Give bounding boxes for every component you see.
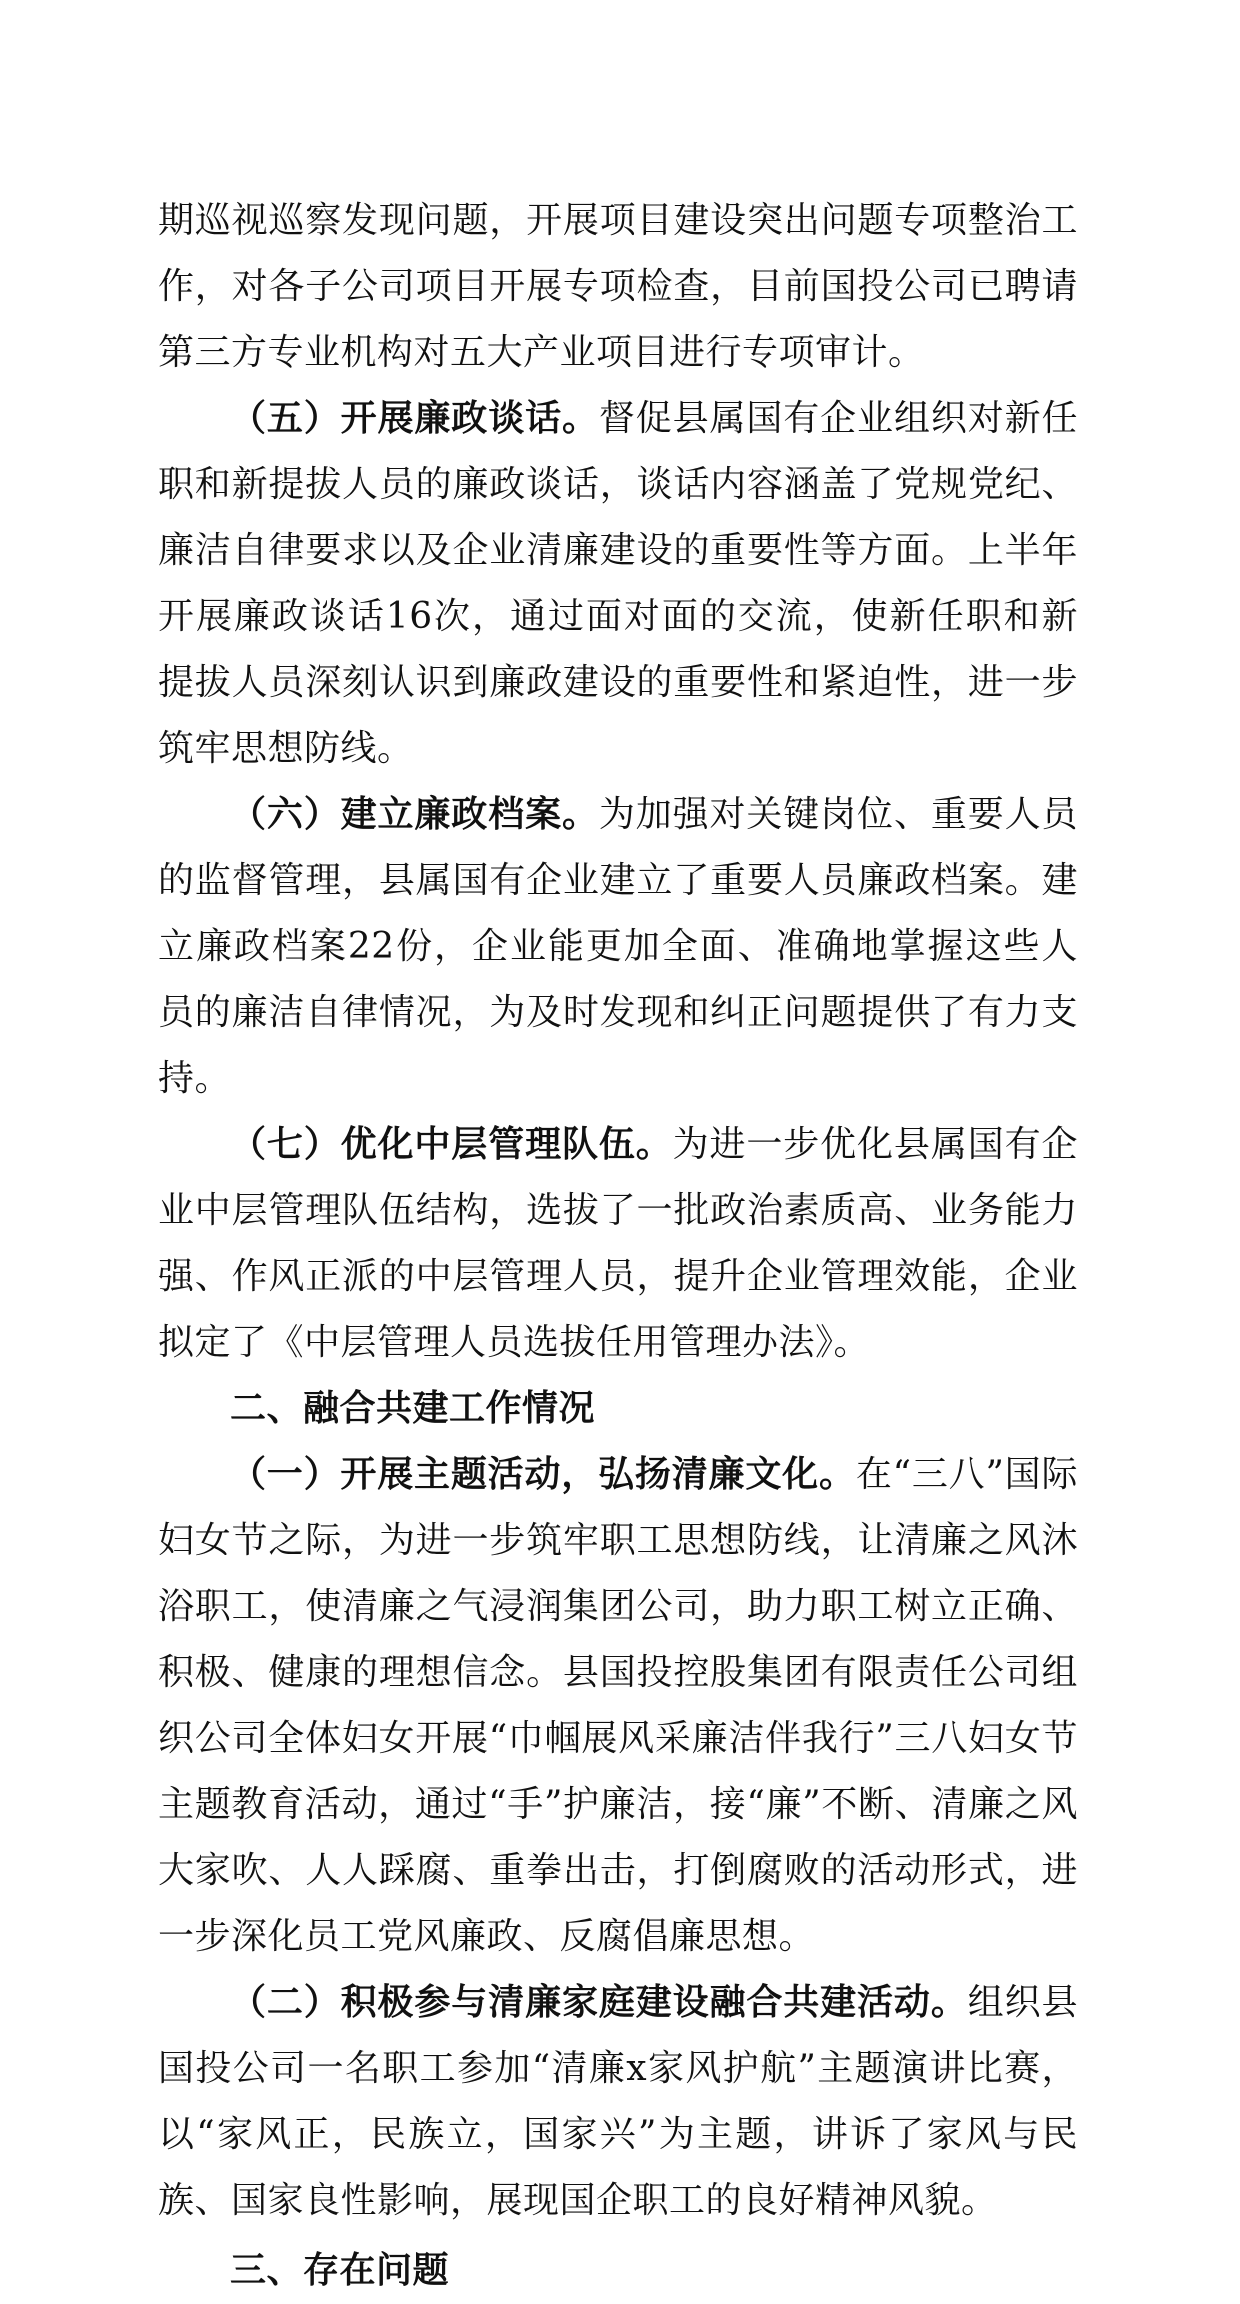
paragraph-continuation (158, 188, 1078, 386)
paragraph-lead-heading: （一）开展主题活动，弘扬清廉文化。 (230, 1454, 856, 1495)
paragraph-family-building (158, 1970, 1078, 2234)
paragraph-text: 组织县国投公司一名职工参加“清廉x家风护航”主题演讲比赛，以“家风正，民族立，国家兴”为主题，讲诉了家风与民族、国家良性影响，展现国企职工的良好精神风貌。 (158, 1982, 1078, 2221)
paragraph-integrity-records (158, 782, 1078, 1112)
paragraph-middle-management (158, 1112, 1078, 1376)
paragraph-text: 为加强对关键岗位、重要人员的监督管理，县属国有企业建立了重要人员廉政档案。建立廉政档案22份，企业能更加全面、准确地掌握这些人员的廉洁自律情况，为及时发现和纠正问题提供了有力支持。 (158, 794, 1078, 1099)
paragraph-lead-heading: （五）开展廉政谈话。 (230, 398, 599, 439)
paragraph-text: 期巡视巡察发现问题，开展项目建设突出问题专项整治工作，对各子公司项目开展专项检查，目前国投公司已聘请第三方专业机构对五大产业项目进行专项审计。 (158, 200, 1078, 373)
paragraph-lead-heading: （七）优化中层管理队伍。 (230, 1124, 673, 1165)
paragraph-lead-heading: （二）积极参与清廉家庭建设融合共建活动。 (230, 1982, 968, 2023)
paragraph-text: 为进一步优化县属国有企业中层管理队伍结构，选拔了一批政治素质高、业务能力强、作风正派的中层管理人员，提升企业管理效能，企业拟定了《中层管理人员选拔任用管理办法》。 (158, 1124, 1078, 1363)
paragraph-anti-corruption-talks (158, 386, 1078, 782)
paragraph-text: 督促县属国有企业组织对新任职和新提拔人员的廉政谈话，谈话内容涵盖了党规党纪、廉洁自律要求以及企业清廉建设的重要性等方面。上半年开展廉政谈话16次，通过面对面的交流，使新任职和新提拔人员深刻认识到廉政建设的重要性和紧迫性，进一步筑牢思想防线。 (158, 398, 1078, 769)
paragraph-lead-heading: （六）建立廉政档案。 (230, 794, 599, 835)
paragraph-text: 在“三八”国际妇女节之际，为进一步筑牢职工思想防线，让清廉之风沐浴职工，使清廉之气浸润集团公司，助力职工树立正确、积极、健康的理想信念。县国投控股集团有限责任公司组织公司全体妇女开展“巾帼展风采廉洁伴我行”三八妇女节主题教育活动，通过“手”护廉洁，接“廉”不断、清廉之风大家吹、人人踩腐、重拳出击，打倒腐败的活动形式，进一步深化员工党风廉政、反腐倡廉思想。 (158, 1454, 1078, 1957)
paragraph-theme-activities (158, 1442, 1078, 1970)
section-heading-joint-building: 二、融合共建工作情况 (230, 1388, 596, 1429)
document-body (158, 188, 1078, 2304)
section-heading-existing-problems: 三、存在问题 (230, 2250, 450, 2291)
